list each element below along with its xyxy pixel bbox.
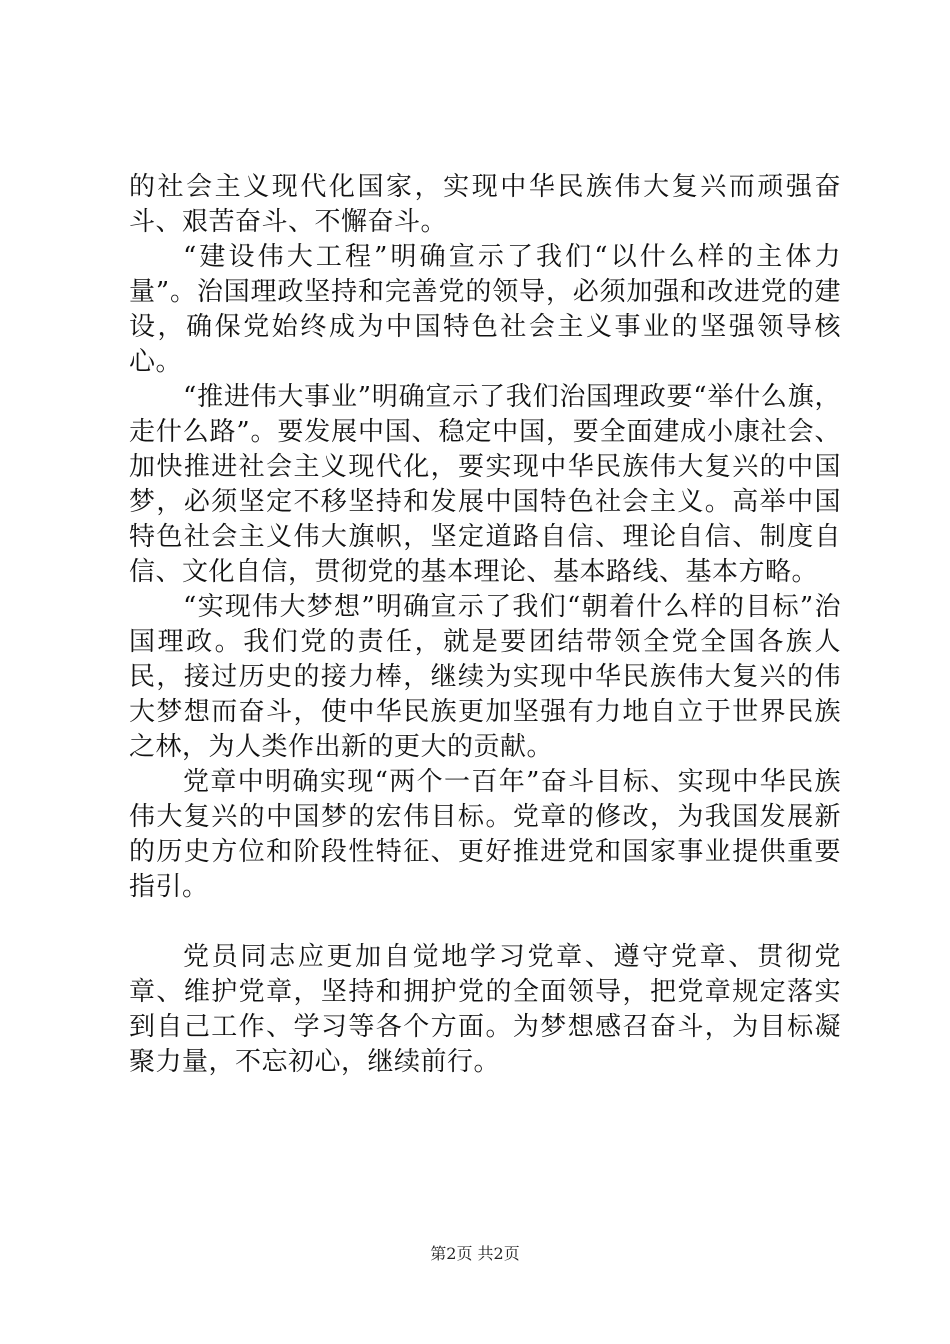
page-number-footer: 第2页 共2页 <box>430 1244 520 1263</box>
paragraph-great-dream: “实现伟大梦想”明确宣示了我们“朝着什么样的目标”治国理政。我们党的责任，就是要团结带领全党全国各族人民，接过历史的接力棒，继续为实现中华民族伟大复兴的伟大梦想而奋斗，使中华民族更加坚强有力地自立于世界民族之林，为人类作出新的更大的贡献。 <box>129 592 841 762</box>
paragraph-continuation: 的社会主义现代化国家，实现中华民族伟大复兴而顽强奋斗、艰苦奋斗、不懈奋斗。 <box>129 172 841 237</box>
paragraph-great-project: “建设伟大工程”明确宣示了我们“以什么样的主体力量”。治国理政坚持和完善党的领导，必须加强和改进党的建设，确保党始终成为中国特色社会主义事业的坚强领导核心。 <box>129 242 841 377</box>
paragraph-spacer <box>129 905 841 940</box>
paragraph-party-constitution: 党章中明确实现“两个一百年”奋斗目标、实现中华民族伟大复兴的中国梦的宏伟目标。党章的修改，为我国发展新的历史方位和阶段性特征、更好推进党和国家事业提供重要指引。 <box>129 767 841 902</box>
document-body <box>129 170 841 1080</box>
paragraph-conclusion: 党员同志应更加自觉地学习党章、遵守党章、贯彻党章、维护党章，坚持和拥护党的全面领导，把党章规定落实到自己工作、学习等各个方面。为梦想感召奋斗，为目标凝聚力量，不忘初心，继续前行。 <box>129 942 841 1077</box>
paragraph-great-cause: “推进伟大事业”明确宣示了我们治国理政要“举什么旗，走什么路”。要发展中国、稳定中国，要全面建成小康社会、加快推进社会主义现代化，要实现中华民族伟大复兴的中国梦，必须坚定不移坚持和发展中国特色社会主义。高举中国特色社会主义伟大旗帜，坚定道路自信、理论自信、制度自信、文化自信，贯彻党的基本理论、基本路线、基本方略。 <box>129 382 841 587</box>
